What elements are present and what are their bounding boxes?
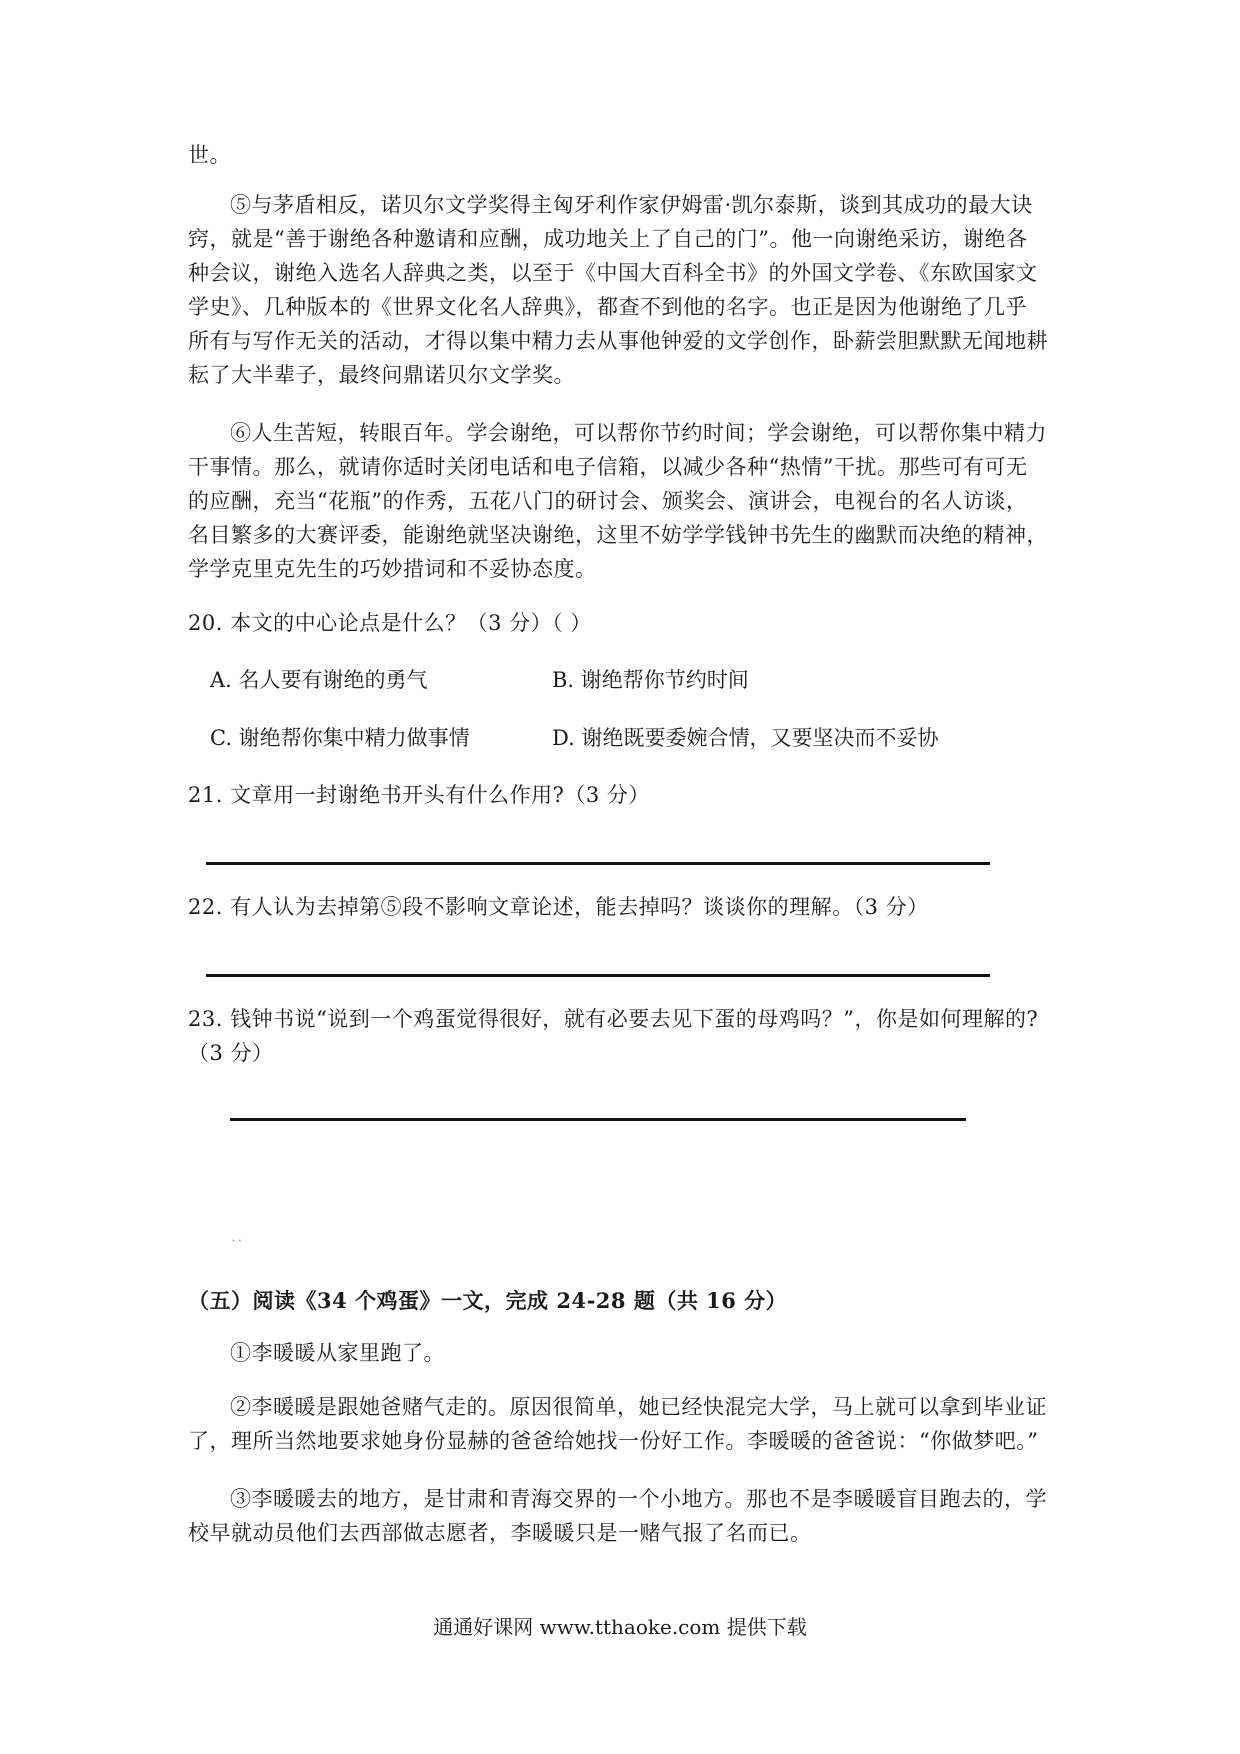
question-20-option-d[interactable]: D. 谢绝既要委婉合情，又要坚决而不妥协 bbox=[552, 726, 939, 750]
question-21: 21. 文章用一封谢绝书开头有什么作用?（3 分） bbox=[188, 783, 650, 807]
paragraph-6-line: 的应酬，充当“花瓶”的作秀，五花八门的研讨会、颁奖会、演讲会，电视台的名人访谈， bbox=[188, 489, 1028, 513]
scan-mark: · · bbox=[232, 1236, 242, 1247]
paragraph-5-line: 种会议，谢绝入选名人辞典之类，以至于《中国大百科全书》的外国文学卷、《东欧国家文 bbox=[188, 261, 1038, 285]
question-23-line: （3 分） bbox=[188, 1041, 274, 1065]
paragraph-6-line: 名目繁多的大赛评委，能谢绝就坚决谢绝，这里不妨学学钱钟书先生的幽默而决绝的精神， bbox=[188, 523, 1048, 547]
question-20-option-b[interactable]: B. 谢绝帮你节约时间 bbox=[552, 668, 749, 692]
question-20-option-a[interactable]: A. 名人要有谢绝的勇气 bbox=[210, 668, 428, 692]
section-5-paragraph-2-line: 了，理所当然地要求她身份显赫的爸爸给她找一份好工作。李暖暖的爸爸说：“你做梦吧。” bbox=[188, 1429, 1039, 1453]
section-5-paragraph-1: ①李暖暖从家里跑了。 bbox=[230, 1341, 445, 1365]
question-20-stem: 20. 本文的中心论点是什么？（3 分）（ ） bbox=[188, 611, 592, 635]
section-5-paragraph-2-line: ②李暖暖是跟她爸赌气走的。原因很简单，她已经快混完大学，马上就可以拿到毕业证 bbox=[230, 1395, 1047, 1419]
section-5-paragraph-3-line: ③李暖暖去的地方，是甘肃和青海交界的一个小地方。那也不是李暖暖盲目跑去的，学 bbox=[230, 1487, 1047, 1511]
paragraph-6-line: 干事情。那么，就请你适时关闭电话和电子信箱，以减少各种“热情”干扰。那些可有可无 bbox=[188, 455, 1028, 479]
paragraph-4-end: 世。 bbox=[188, 143, 231, 167]
question-20-option-c[interactable]: C. 谢绝帮你集中精力做事情 bbox=[210, 726, 470, 750]
page-footer: 通通好课网 www.tthaoke.com 提供下载 bbox=[433, 1615, 807, 1639]
answer-line-23[interactable] bbox=[230, 1118, 966, 1121]
paragraph-6-line: ⑥人生苦短，转眼百年。学会谢绝，可以帮你节约时间；学会谢绝，可以帮你集中精力 bbox=[230, 421, 1047, 445]
paragraph-5-line: 窍，就是“善于谢绝各种邀请和应酬，成功地关上了自己的门”。他一向谢绝采访，谢绝各 bbox=[188, 227, 1028, 251]
section-5-paragraph-3-line: 校早就动员他们去西部做志愿者，李暖暖只是一赌气报了名而已。 bbox=[188, 1521, 812, 1545]
paragraph-5-line: 所有与写作无关的活动，才得以集中精力去从事他钟爱的文学创作，卧薪尝胆默默无闻地耕 bbox=[188, 329, 1048, 353]
answer-line-21[interactable] bbox=[206, 862, 990, 865]
paragraph-5-line: 耘了大半辈子，最终问鼎诺贝尔文学奖。 bbox=[188, 363, 575, 387]
question-22: 22. 有人认为去掉第⑤段不影响文章论述，能去掉吗？谈谈你的理解。（3 分） bbox=[188, 895, 929, 919]
question-23-line: 23. 钱钟书说“说到一个鸡蛋觉得很好，就有必要去见下蛋的母鸡吗？”，你是如何理解的? bbox=[188, 1007, 1039, 1031]
section-5-title: （五）阅读《34 个鸡蛋》一文，完成 24-28 题（共 16 分） bbox=[188, 1288, 788, 1313]
paragraph-5-line: ⑤与茅盾相反，诺贝尔文学奖得主匈牙利作家伊姆雷·凯尔泰斯，谈到其成功的最大诀 bbox=[230, 193, 1033, 217]
answer-line-22[interactable] bbox=[206, 974, 990, 977]
paragraph-6-line: 学学克里克先生的巧妙措词和不妥协态度。 bbox=[188, 557, 597, 581]
paragraph-5-line: 学史》、几种版本的《世界文化名人辞典》，都查不到他的名字。也正是因为他谢绝了几乎 bbox=[188, 295, 1027, 319]
